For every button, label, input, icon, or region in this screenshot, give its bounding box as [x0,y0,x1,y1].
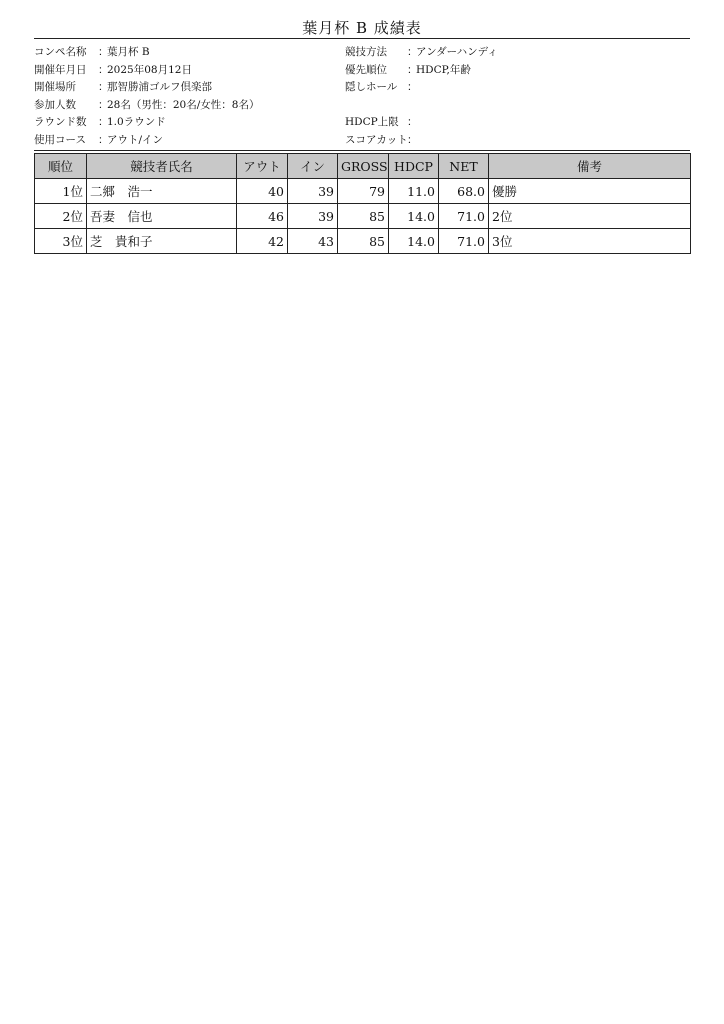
info-separator: ： [98,81,109,94]
info-row-rounds [34,114,259,132]
info-label [345,97,407,115]
cell-net: 71.0 [439,229,489,254]
info-separator: ： [98,116,109,129]
cell-in: 39 [288,179,338,204]
info-row-participants [34,97,259,115]
info-row-venue [34,79,259,97]
info-label: 競技方法 [345,46,387,58]
cell-rank: 2位 [35,204,87,229]
header-net: NET [439,154,489,179]
cell-note: 3位 [489,229,691,254]
cell-name: 二郷 浩一 [87,179,237,204]
table-row [35,179,691,204]
cell-name: 吾妻 信也 [87,204,237,229]
info-value: HDCP,年齢 [416,63,471,76]
cell-note: 優勝 [489,179,691,204]
info-value: アウト/イン [107,133,164,146]
table-row [35,204,691,229]
info-separator: ： [407,133,418,146]
info-value: 1.0ラウンド [107,116,166,129]
competition-info-left [34,44,259,150]
table-row [35,229,691,254]
cell-out: 40 [237,179,288,204]
header-out: アウト [237,154,288,179]
cell-note: 2位 [489,204,691,229]
title-divider [34,38,690,39]
info-row-priority [345,62,498,80]
cell-gross: 85 [338,229,389,254]
info-label: スコアカット [345,133,408,146]
info-value: 28名（男性：20名/女性：8名） [107,98,260,111]
info-label: 開催年月日 [34,63,87,76]
cell-gross: 85 [338,204,389,229]
header-note: 備考 [489,154,691,179]
info-separator: ： [407,63,418,76]
info-label: 隠しホール [345,81,398,94]
cell-name: 芝 貴和子 [87,229,237,254]
info-row-hdcp-limit [345,114,498,132]
results-section [34,150,690,254]
cell-out: 42 [237,229,288,254]
info-row-method [345,44,498,62]
cell-out: 46 [237,204,288,229]
info-value: 葉月杯 B [107,46,150,58]
info-separator: ： [407,116,418,129]
info-value: 那智勝浦ゴルフ倶楽部 [107,81,212,94]
info-separator: ： [407,81,418,94]
table-header-row [35,154,691,179]
info-label: 優先順位 [345,63,387,76]
cell-hdcp: 14.0 [389,204,439,229]
header-in: イン [288,154,338,179]
info-separator: ： [98,63,109,76]
info-label: 使用コース [34,133,86,146]
info-row-competition-name [34,44,259,62]
results-table [34,153,691,254]
cell-in: 43 [288,229,338,254]
header-name: 競技者氏名 [87,154,237,179]
cell-in: 39 [288,204,338,229]
info-row-blank [345,97,498,115]
header-hdcp: HDCP [389,154,439,179]
info-separator: ： [407,46,418,58]
cell-hdcp: 11.0 [389,179,439,204]
info-separator: ： [98,98,109,111]
cell-net: 68.0 [439,179,489,204]
cell-gross: 79 [338,179,389,204]
header-rank: 順位 [35,154,87,179]
competition-info-right [345,44,498,150]
info-label: HDCP上限 [345,116,399,129]
cell-hdcp: 14.0 [389,229,439,254]
info-separator [407,97,416,115]
info-row-course [34,132,259,150]
info-row-hidden-holes [345,79,498,97]
cell-rank: 3位 [35,229,87,254]
info-value: アンダーハンディ [416,46,498,58]
page-title: 葉月杯 B 成績表 [302,19,422,37]
cell-rank: 1位 [35,179,87,204]
info-separator: ： [98,133,109,146]
info-label: コンペ名称 [34,46,87,58]
info-row-date [34,62,259,80]
info-label: 開催場所 [34,81,76,94]
header-gross: GROSS [338,154,389,179]
cell-net: 71.0 [439,204,489,229]
info-label: 参加人数 [34,98,76,111]
info-separator: ： [98,46,109,58]
info-row-score-cut [345,132,498,150]
info-value: 2025年08月12日 [107,63,192,76]
info-label: ラウンド数 [34,116,87,129]
table-divider [34,150,690,151]
